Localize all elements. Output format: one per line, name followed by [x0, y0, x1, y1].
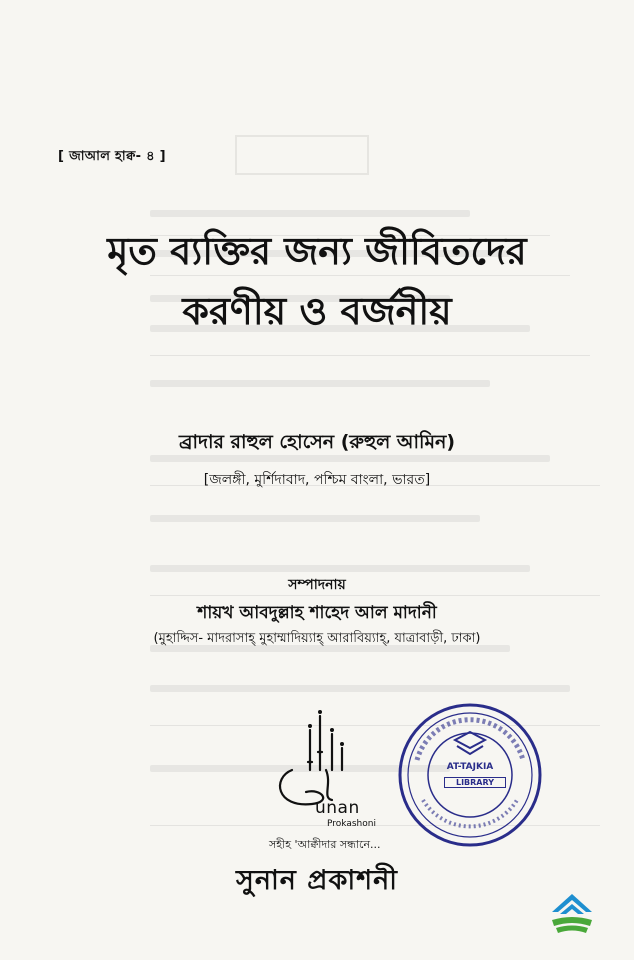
- publisher-tagline: সহীহ 'আক্বীদার সন্ধানে...: [269, 838, 381, 851]
- editor-affiliation: (মুহাদ্দিস- মাদরাসাহ্ মুহাম্মাদিয়্যাহ্ আরাবিয়্যাহ্, যাত্রাবাড়ী, ঢাকা): [153, 631, 481, 646]
- author-location: [জলঙ্গী, মুর্শিদাবাদ, পশ্চিম বাংলা, ভারত]: [203, 472, 431, 488]
- publisher-logo-text: unan: [315, 798, 360, 818]
- editor-label: সম্পাদনায়: [288, 577, 346, 593]
- watermark-logo-icon: [546, 888, 598, 940]
- series-label: [ জাআল হাক্ব- ৪ ]: [58, 149, 166, 164]
- publisher-logo-subtext: Prokashoni: [327, 819, 376, 829]
- author-name: ব্রাদার রাহুল হোসেন (রুহুল আমিন): [178, 431, 456, 453]
- library-stamp-icon: [395, 700, 545, 850]
- publisher-name: সুনান প্রকাশনী: [236, 865, 398, 896]
- stamp-library-name: AT-TAJKIA: [446, 762, 494, 772]
- book-title-line-2: করণীয় ও বর্জনীয়: [182, 289, 452, 333]
- editor-name: শায়খ আবদুল্লাহ শাহেদ আল মাদানী: [197, 603, 437, 623]
- stamp-library-label: LIBRARY: [444, 777, 506, 788]
- book-title-line-1: মৃত ব্যক্তির জন্য জীবিতদের: [107, 229, 527, 273]
